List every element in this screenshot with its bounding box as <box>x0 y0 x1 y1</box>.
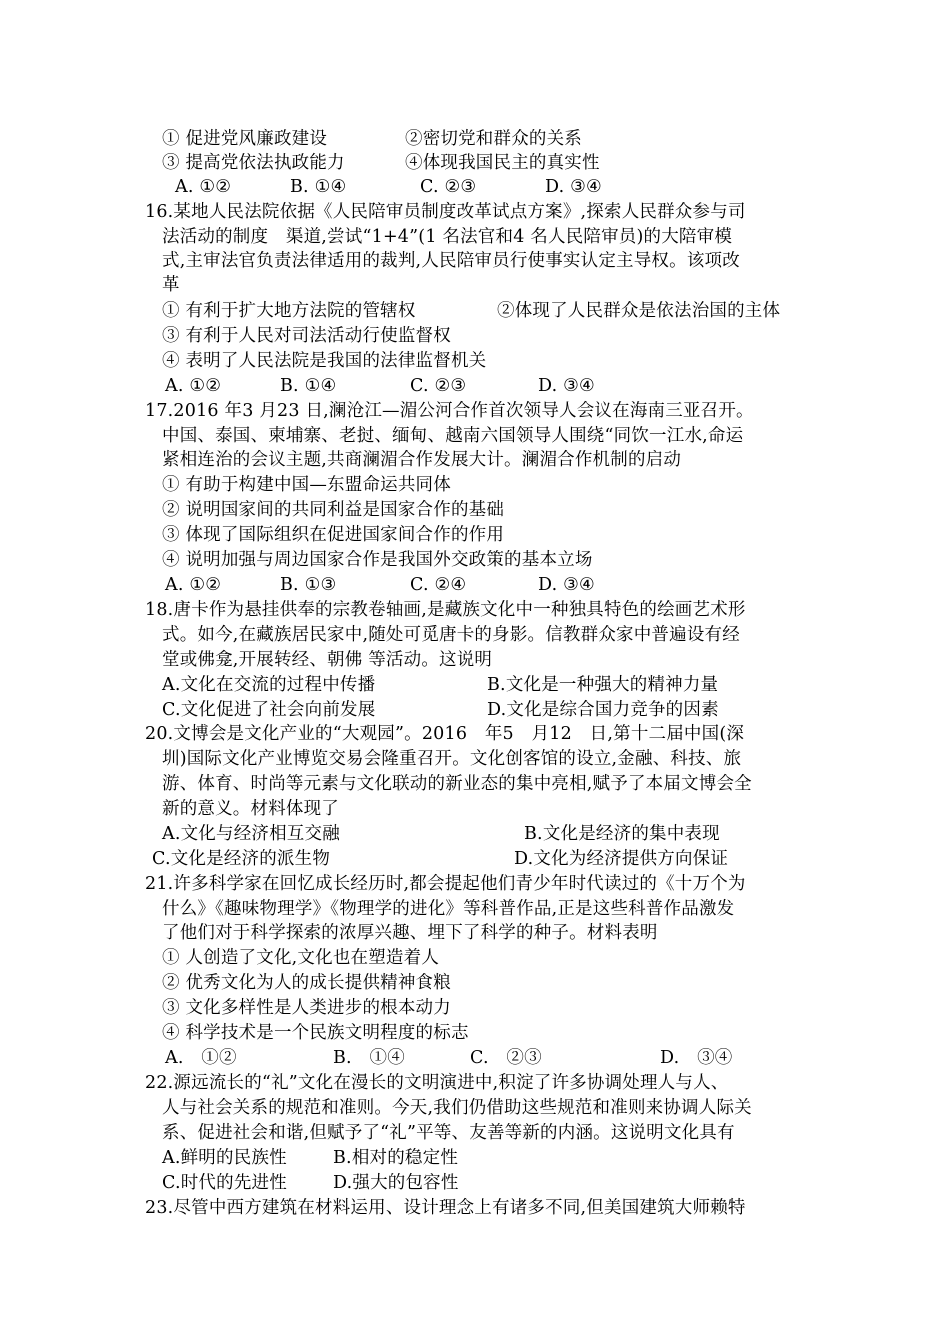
question-text: 人与社会关系的规范和准则。今天,我们仍借助这些规范和准则来协调人际关 <box>162 1098 752 1118</box>
answer-option: B. ①④ <box>290 177 347 197</box>
answer-option: D.文化是综合国力竞争的因素 <box>487 700 719 720</box>
answer-option: C. ②④ <box>410 575 467 595</box>
answer-option: B.文化是一种强大的精神力量 <box>487 675 719 695</box>
question-text: 中国、泰国、柬埔寨、老挝、缅甸、越南六国领导人围绕“同饮一江水,命运 <box>162 426 744 446</box>
item-line: ② 说明国家间的共同利益是国家合作的基础 <box>162 500 505 520</box>
answer-option: A. ①② <box>165 1048 237 1068</box>
answer-option: D. ③④ <box>660 1048 733 1068</box>
answer-option: D. ③④ <box>538 376 595 396</box>
answer-option: A. ①② <box>175 177 232 197</box>
answer-option: C. ②③ <box>420 177 477 197</box>
question-text: 法活动的制度 渠道,尝试“1+4”(1 名法官和4 名人民陪审员)的大陪审模 <box>162 227 733 247</box>
item-line: ② 优秀文化为人的成长提供精神食粮 <box>162 973 451 993</box>
question-text: 革 <box>162 275 180 295</box>
question-text: 16.某地人民法院依据《人民陪审员制度改革试点方案》,探索人民群众参与司 <box>145 202 746 222</box>
question-text: 了他们对于科学探索的浓厚兴趣、埋下了科学的种子。材料表明 <box>162 923 658 943</box>
answer-option: C.时代的先进性 <box>162 1173 287 1193</box>
question-text: 23.尽管中西方建筑在材料运用、设计理念上有诸多不同,但美国建筑大师赖特 <box>145 1198 746 1218</box>
item-line: ④体现我国民主的真实性 <box>405 153 600 173</box>
answer-option: C.文化促进了社会向前发展 <box>162 700 376 720</box>
answer-option: B.文化是经济的集中表现 <box>524 824 720 844</box>
question-text: 什么》《趣味物理学》《物理学的进化》等科普作品,正是这些科普作品激发 <box>162 899 735 919</box>
item-line: ②密切党和群众的关系 <box>405 129 582 149</box>
answer-option: C.文化是经济的派生物 <box>152 849 331 869</box>
answer-option: D.强大的包容性 <box>333 1173 459 1193</box>
answer-option: A.文化在交流的过程中传播 <box>162 675 376 695</box>
item-line: ④ 科学技术是一个民族文明程度的标志 <box>162 1023 469 1043</box>
item-line: ① 促进党风廉政建设 <box>162 129 328 149</box>
answer-option: D. ③④ <box>538 575 595 595</box>
answer-option: C. ②③ <box>470 1048 542 1068</box>
question-text: 紧相连治的会议主题,共商澜湄合作发展大计。澜湄合作机制的启动 <box>162 450 682 470</box>
question-text: 21.许多科学家在回忆成长经历时,都会提起他们青少年时代读过的《十万个为 <box>145 874 746 894</box>
answer-option: D. ③④ <box>545 177 602 197</box>
question-text: 圳)国际文化产业博览交易会隆重召开。文化创客馆的设立,金融、科技、旅 <box>162 749 742 769</box>
question-text: 堂或佛龛,开展转经、朝佛 等活动。这说明 <box>162 650 493 670</box>
question-text: 17.2016 年3 月23 日,澜沧江—湄公河合作首次领导人会议在海南三亚召开。 <box>145 401 754 421</box>
question-text: 系、促进社会和谐,但赋予了“礼”平等、友善等新的内涵。这说明文化具有 <box>162 1123 735 1143</box>
item-line: ④ 表明了人民法院是我国的法律监督机关 <box>162 351 487 371</box>
question-text: 新的意义。材料体现了 <box>162 799 339 819</box>
answer-option: C. ②③ <box>410 376 467 396</box>
item-line: ① 有利于扩大地方法院的管辖权 <box>162 301 416 321</box>
item-line: ③ 文化多样性是人类进步的根本动力 <box>162 998 451 1018</box>
item-line: ②体现了人民群众是依法治国的主体 <box>497 301 781 321</box>
question-text: 游、体育、时尚等元素与文化联动的新业态的集中亮相,赋予了本届文博会全 <box>162 774 752 794</box>
item-line: ④ 说明加强与周边国家合作是我国外交政策的基本立场 <box>162 550 593 570</box>
question-text: 式,主审法官负责法律适用的裁判,人民陪审员行使事实认定主导权。该项改 <box>162 251 740 271</box>
item-line: ③ 提高党依法执政能力 <box>162 153 345 173</box>
answer-option: A. ①② <box>165 575 222 595</box>
question-text: 18.唐卡作为悬挂供奉的宗教卷轴画,是藏族文化中一种独具特色的绘画艺术形 <box>145 600 746 620</box>
answer-option: A.文化与经济相互交融 <box>162 824 340 844</box>
item-line: ① 有助于构建中国—东盟命运共同体 <box>162 475 451 495</box>
answer-option: A. ①② <box>165 376 222 396</box>
question-text: 22.源远流长的“礼”文化在漫长的文明演进中,积淀了许多协调处理人与人、 <box>145 1073 729 1093</box>
answer-option: D.文化为经济提供方向保证 <box>514 849 729 869</box>
item-line: ① 人创造了文化,文化也在塑造着人 <box>162 948 440 968</box>
question-text: 式。如今,在藏族居民家中,随处可觅唐卡的身影。信教群众家中普遍设有经 <box>162 625 740 645</box>
question-text: 20.文博会是文化产业的“大观园”。2016 年5 月12 日,第十二届中国(深 <box>145 724 745 744</box>
answer-option: B. ①③ <box>280 575 337 595</box>
item-line: ③ 有利于人民对司法活动行使监督权 <box>162 326 451 346</box>
answer-option: A.鲜明的民族性 <box>162 1148 287 1168</box>
answer-option: B.相对的稳定性 <box>333 1148 459 1168</box>
answer-option: B. ①④ <box>280 376 337 396</box>
item-line: ③ 体现了国际组织在促进国家间合作的作用 <box>162 525 505 545</box>
answer-option: B. ①④ <box>333 1048 405 1068</box>
